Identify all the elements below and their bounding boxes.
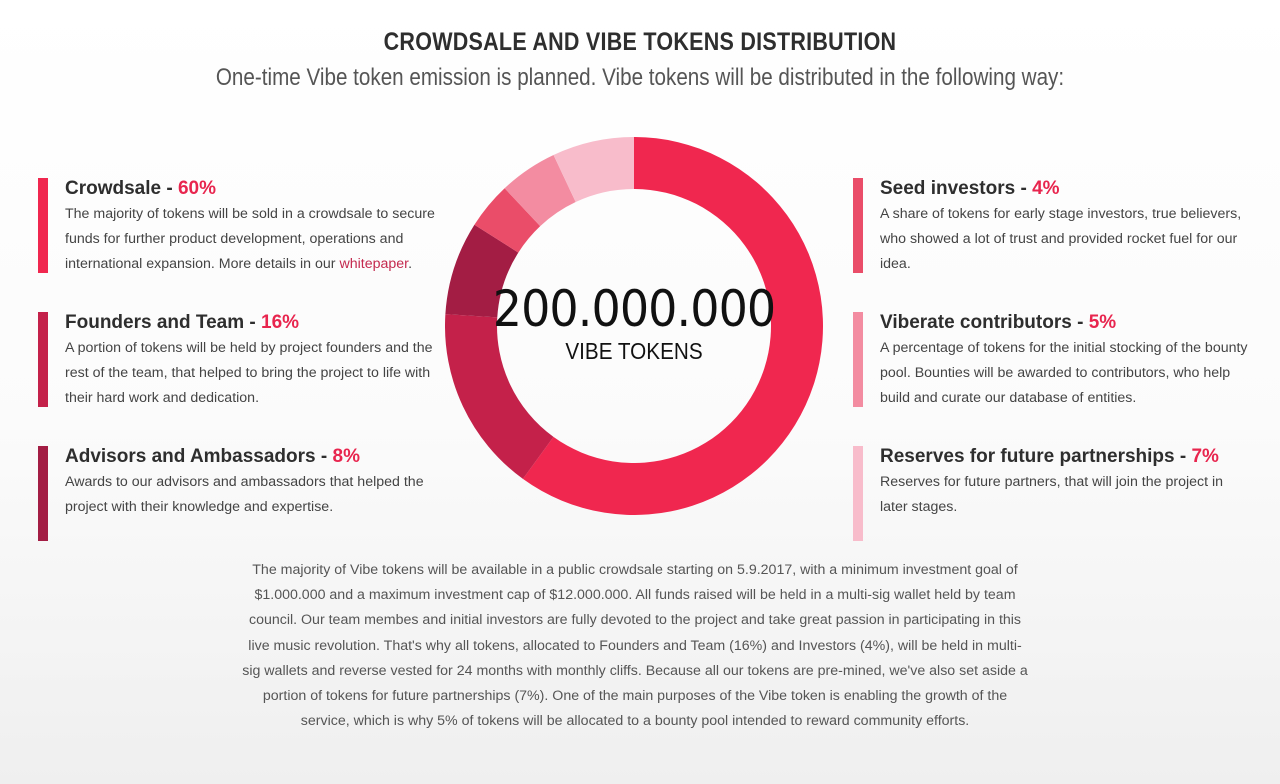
legend-description: A share of tokens for early stage investors, true believers, who showed a lot of trust and provided rocket fuel for our idea.	[880, 206, 1242, 272]
whitepaper-link[interactable]: whitepaper	[339, 256, 409, 272]
legend-color-bar	[38, 178, 48, 273]
legend-item-founders	[65, 312, 435, 411]
legend-description: A percentage of tokens for the initial stocking of the bounty pool. Bounties will be awarded to contributors, who help build and curate our database of entities.	[880, 340, 1248, 406]
legend-color-bar	[38, 446, 48, 541]
legend-name: Viberate contributors	[880, 312, 1072, 333]
legend-color-bar	[38, 312, 48, 407]
legend-heading: Viberate contributors - 5%	[880, 312, 1117, 333]
legend-percent: 7%	[1191, 446, 1219, 467]
legend-percent: 16%	[261, 312, 300, 333]
legend-item-contributors	[880, 312, 1250, 411]
legend-name: Crowdsale	[65, 178, 162, 199]
legend-item-seed-investors	[880, 178, 1250, 277]
legend-heading: Reserves for future partnerships - 7%	[880, 446, 1219, 467]
legend-name: Advisors and Ambassadors	[65, 446, 316, 467]
legend-description: A portion of tokens will be held by project founders and the rest of the team, that helped to bring the project to life with their hard work and dedication.	[65, 340, 433, 406]
legend-item-reserves	[880, 446, 1250, 520]
legend-percent: 5%	[1088, 312, 1117, 333]
legend-description: Awards to our advisors and ambassadors that helped the project with their knowledge and expertise.	[65, 474, 424, 515]
legend-item-advisors	[65, 446, 435, 520]
page-subtitle: One-time Vibe token emission is planned. Vibe tokens will be distributed in the following way:	[215, 64, 1065, 91]
legend-percent: 60%	[177, 178, 217, 199]
total-token-label: VIBE TOKENS	[565, 338, 703, 364]
legend-item-crowdsale	[65, 178, 435, 277]
legend-name: Seed investors	[880, 178, 1016, 199]
legend-color-bar	[853, 312, 863, 407]
legend-name: Reserves for future partnerships	[880, 446, 1175, 467]
legend-color-bar	[853, 178, 863, 273]
legend-description-text: The majority of tokens will be sold in a crowdsale to secure funds for further product development, operations and international expansion. More details in our	[65, 206, 435, 272]
legend-heading: Crowdsale - 60%	[65, 178, 217, 199]
legend-description-end: .	[408, 256, 413, 272]
legend-heading: Founders and Team - 16%	[65, 312, 300, 333]
legend-description: Reserves for future partners, that will join the project in later stages.	[880, 474, 1224, 515]
legend-description	[65, 202, 435, 277]
total-token-count: 200.000.000	[492, 280, 776, 338]
legend-name: Founders and Team	[65, 312, 245, 333]
distribution-description: The majority of Vibe tokens will be available in a public crowdsale starting on 5.9.2017, with a minimum investment goal of $1.000.000 and a maximum investment cap of $12.000.000. All funds raised will be held in a multi-sig wallet held by team council. Our team membes and initial investors are fully devoted to the project and take great passion in participating in this live music revolution. That's why all tokens, allocated to Founders and Team (16%) and Investors (4%), will be held in multi-sig wallets and reverse vested for 24 months with monthly cliffs. Because all our tokens are pre-mined, we've also set aside a portion of tokens for future partnerships (7%). One of the main purposes of the Vibe token is enabling the growth of the service, which is why 5% of tokens will be allocated to a bounty pool intended to reward community efforts.	[242, 562, 1028, 730]
legend-percent: 8%	[332, 446, 360, 467]
legend-color-bar	[853, 446, 863, 541]
legend-heading: Seed investors - 4%	[880, 178, 1060, 199]
page-title: CROWDSALE AND VIBE TOKENS DISTRIBUTION	[383, 28, 897, 56]
legend-percent: 4%	[1032, 178, 1060, 199]
legend-heading: Advisors and Ambassadors - 8%	[65, 446, 360, 467]
